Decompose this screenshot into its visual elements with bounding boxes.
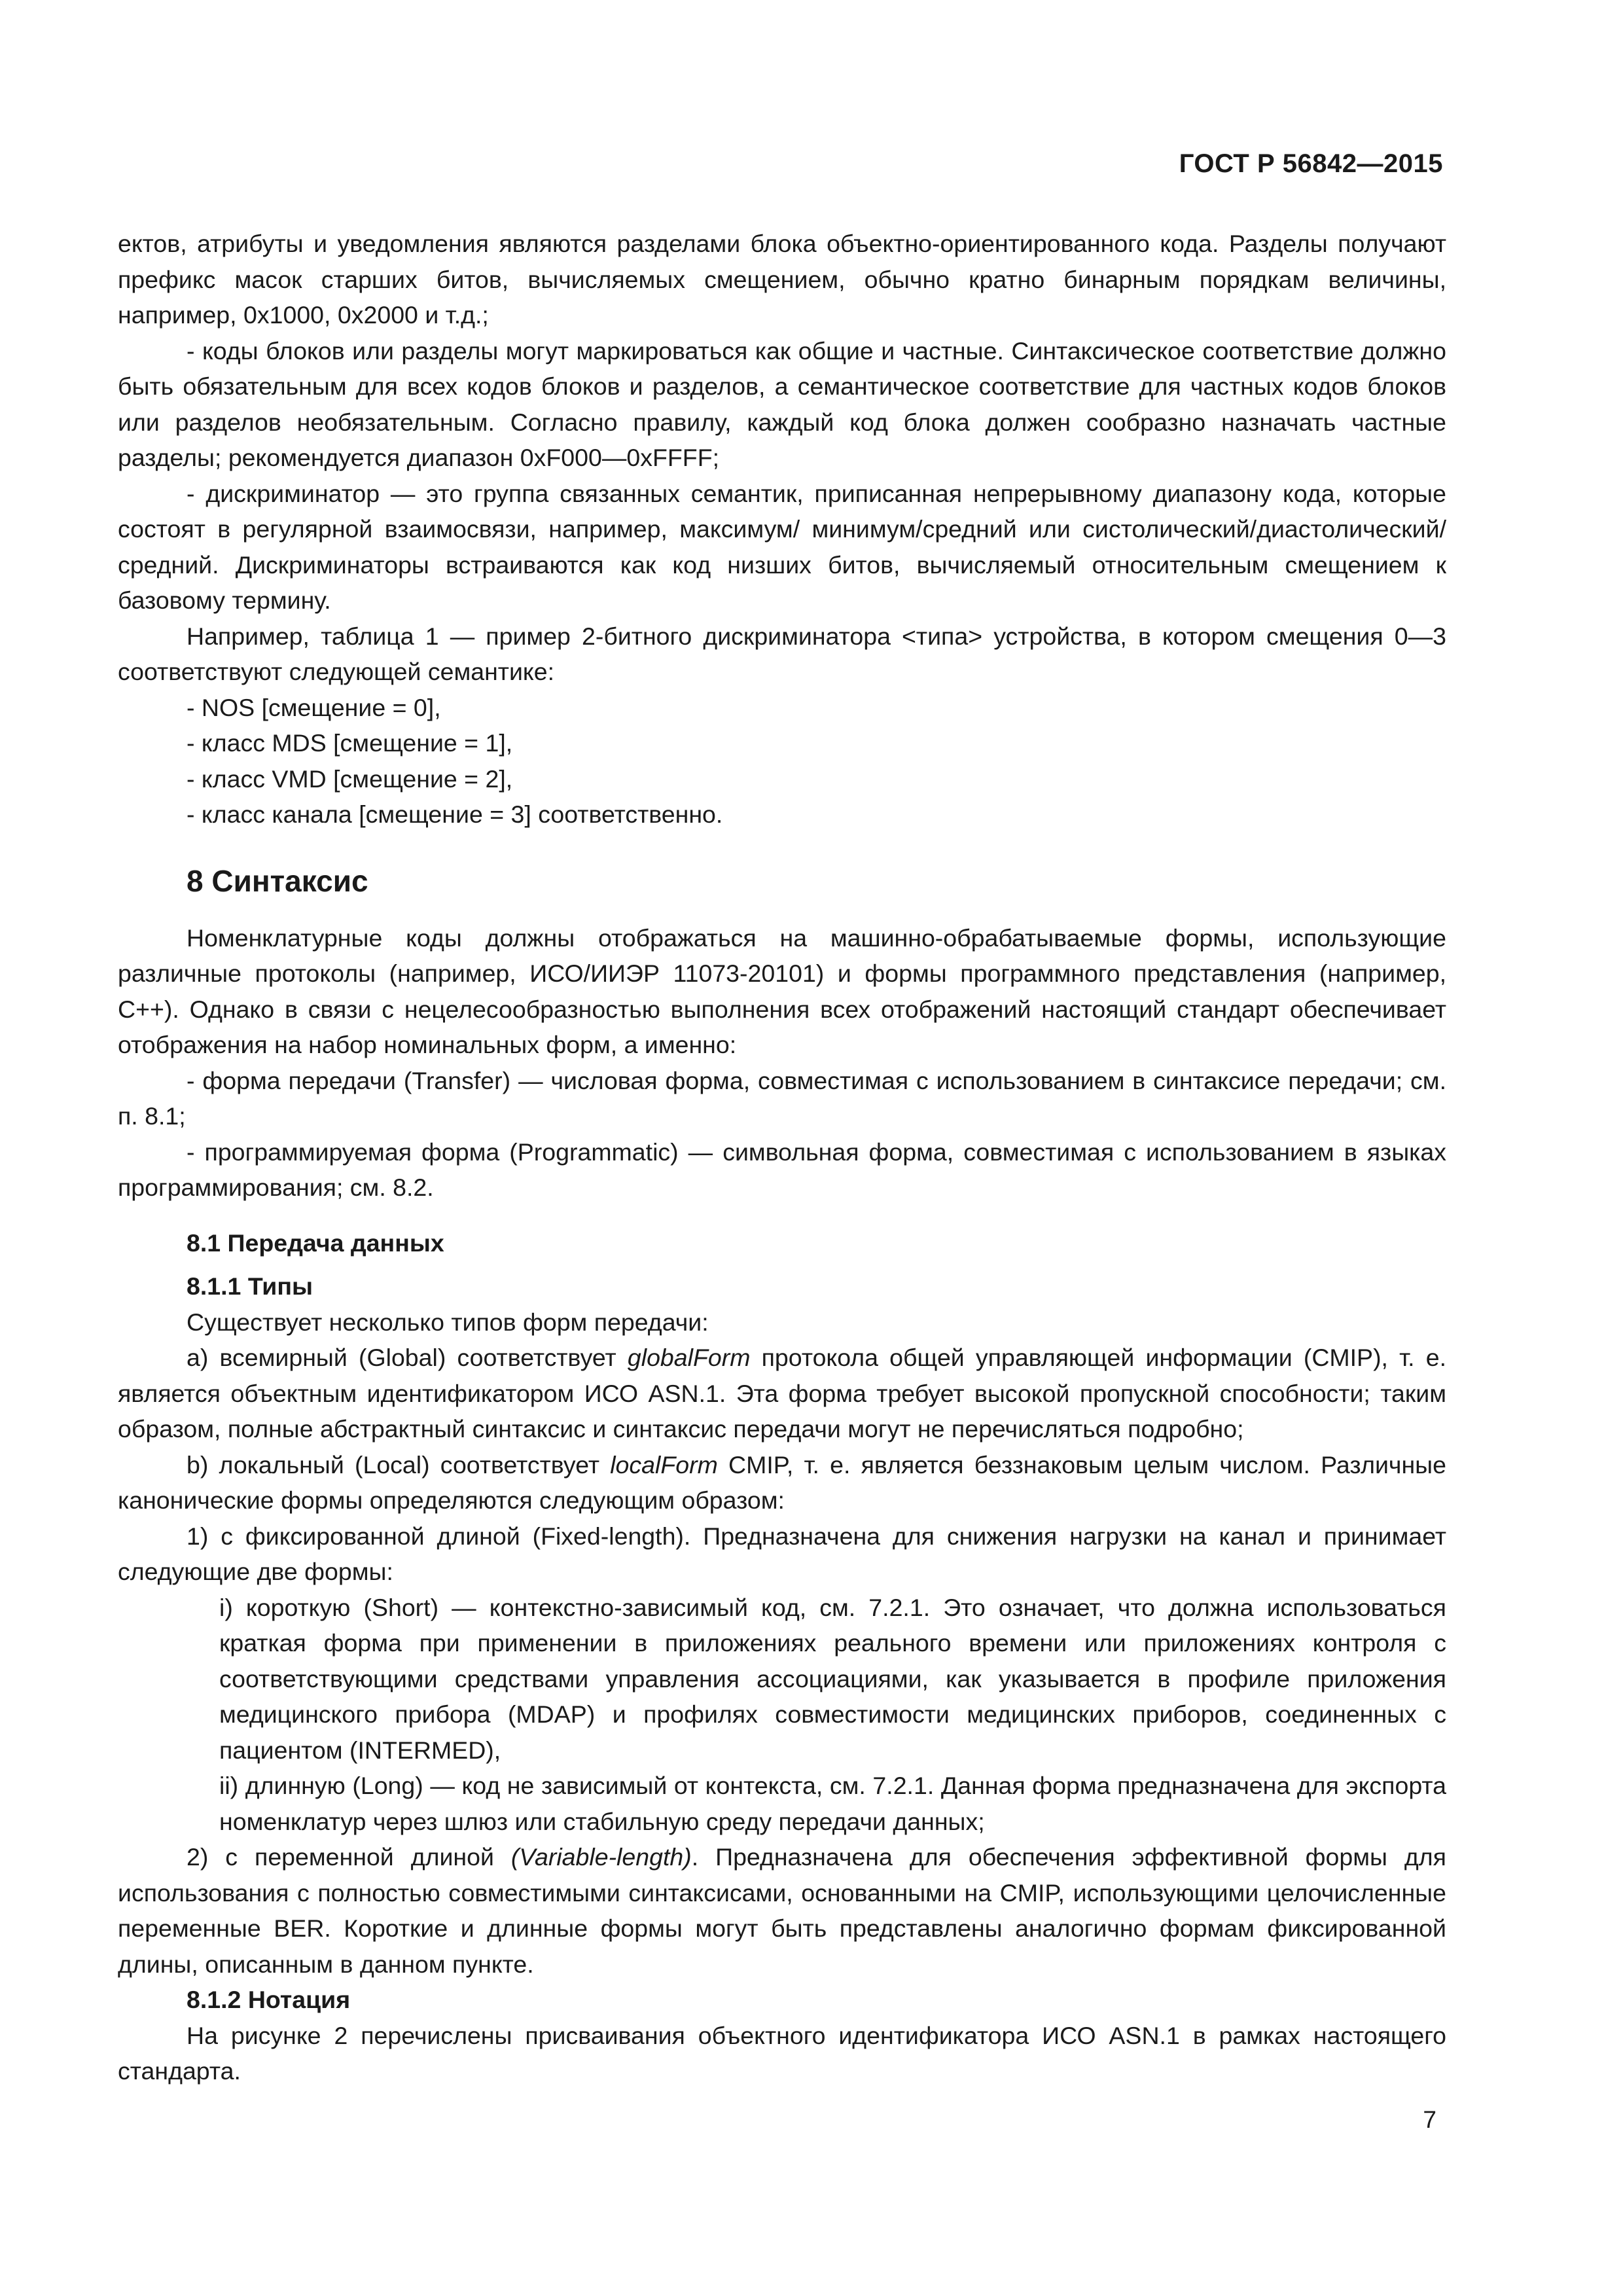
subsection-heading-types: 8.1.1 Типы <box>187 1272 313 1300</box>
paragraph-local: b) локальный (Local) соответствует localForm CMIP, т. е. является беззнаковым целым числом. Различные канонические формы определяются следующим образом: <box>118 1450 1446 1514</box>
paragraph-programmatic-form: - программируемая форма (Programmatic) — символьная форма, совместимая с использованием в языках программирования; см. 8.2. <box>118 1138 1446 1201</box>
list-item: - класс канала [смещение = 3] соответственно. <box>187 800 723 828</box>
paragraph-variable-length: 2) с переменной длиной (Variable-length). Предназначена для обеспечения эффективной формы для использования с полностью совместимыми синтаксисами, основанными на CMIP, использующими целочисленные переменные BER. Короткие и длинные формы могут быть представлены аналогично формам фиксированной длины, описанным в данном пункте. <box>118 1843 1446 1978</box>
paragraph-example: Например, таблица 1 — пример 2-битного дискриминатора <типа> устройства, в котором смещения 0—3 соответствуют следующей семантике: <box>118 622 1446 685</box>
document-body <box>118 226 1446 2089</box>
paragraph-discriminator: - дискриминатор — это группа связанных семантик, приписанная непрерывному диапазону кода, которые состоят в регулярной взаимосвязи, например, максимум/ минимум/средний или систолический/диастолический/средний. Дискриминаторы встраиваются как код низших битов, вычисляемый относительным смещением к базовому термину. <box>118 479 1446 614</box>
subsection-heading-data-transfer: 8.1 Передача данных <box>187 1229 444 1257</box>
list-item: - класс MDS [смещение = 1], <box>187 729 513 757</box>
list-item: - NOS [смещение = 0], <box>187 693 441 721</box>
paragraph-continuation: ектов, атрибуты и уведомления являются разделами блока объектно-ориентированного кода. Разделы получают префикс масок старших битов, вычисляемых смещением, обычно кратно бинарным порядкам величины, например, 0x1000, 0x2000 и т.д.; <box>118 230 1446 329</box>
page-number: 7 <box>1423 2106 1436 2133</box>
paragraph-long: ii) длинную (Long) — код не зависимый от контекста, см. 7.2.1. Данная форма предназначена для экспорта номенклатур через шлюз или стабильную среду передачи данных; <box>219 1772 1446 1835</box>
subsection-heading-notation: 8.1.2 Нотация <box>187 1986 351 2013</box>
paragraph-global: а) всемирный (Global) соответствует globalForm протокола общей управляющей информации (CMIP), т. е. является объектным идентификатором ИСО ASN.1. Эта форма требует высокой пропускной способности; таким образом, полные абстрактный синтаксис и синтаксис передачи могут не перечисляться подробно; <box>118 1344 1446 1443</box>
section-heading-syntax: 8 Синтаксис <box>187 863 368 898</box>
document-header-id: ГОСТ Р 56842—2015 <box>1179 149 1443 178</box>
paragraph-notation: На рисунке 2 перечислены присваивания объектного идентификатора ИСО ASN.1 в рамках настоящего стандарта. <box>118 2021 1446 2085</box>
paragraph-transfer-form: - форма передачи (Transfer) — числовая форма, совместимая с использованием в синтаксисе передачи; см. п. 8.1; <box>118 1066 1446 1130</box>
paragraph-block-codes: - коды блоков или разделы могут маркироваться как общие и частные. Синтаксическое соответствие должно быть обязательным для всех кодов блоков и разделов, а семантическое соответствие для частных кодов блоков или разделов необязательным. Согласно правилу, каждый код блока должен сообразно назначать частные разделы; рекомендуется диапазон 0xF000—0xFFFF; <box>118 336 1446 471</box>
list-item: - класс VMD [смещение = 2], <box>187 764 513 793</box>
paragraph-short: i) короткую (Short) — контекстно-зависимый код, см. 7.2.1. Это означает, что должна использоваться краткая форма при применении в приложениях реального времени или приложениях контроля с соответствующими средствами управления ассоциациями, как указывается в профиле приложения медицинского прибора (MDAP) и профилях совместимости медицинских приборов, соединенных с пациентом (INTERMED), <box>219 1593 1446 1764</box>
paragraph-types-intro: Существует несколько типов форм передачи: <box>187 1308 709 1336</box>
paragraph-fixed-length: 1) с фиксированной длиной (Fixed-length). Предназначена для снижения нагрузки на канал и принимает следующие две формы: <box>118 1522 1446 1585</box>
paragraph-syntax-intro: Номенклатурные коды должны отображаться на машинно-обрабатываемые формы, использующие различные протоколы (например, ИСО/ИИЭР 11073-20101) и формы программного представления (например, С++). Однако в связи с нецелесообразностью выполнения всех отображений настоящий стандарт обеспечивает отображения на набор номинальных форм, а именно: <box>118 924 1446 1058</box>
